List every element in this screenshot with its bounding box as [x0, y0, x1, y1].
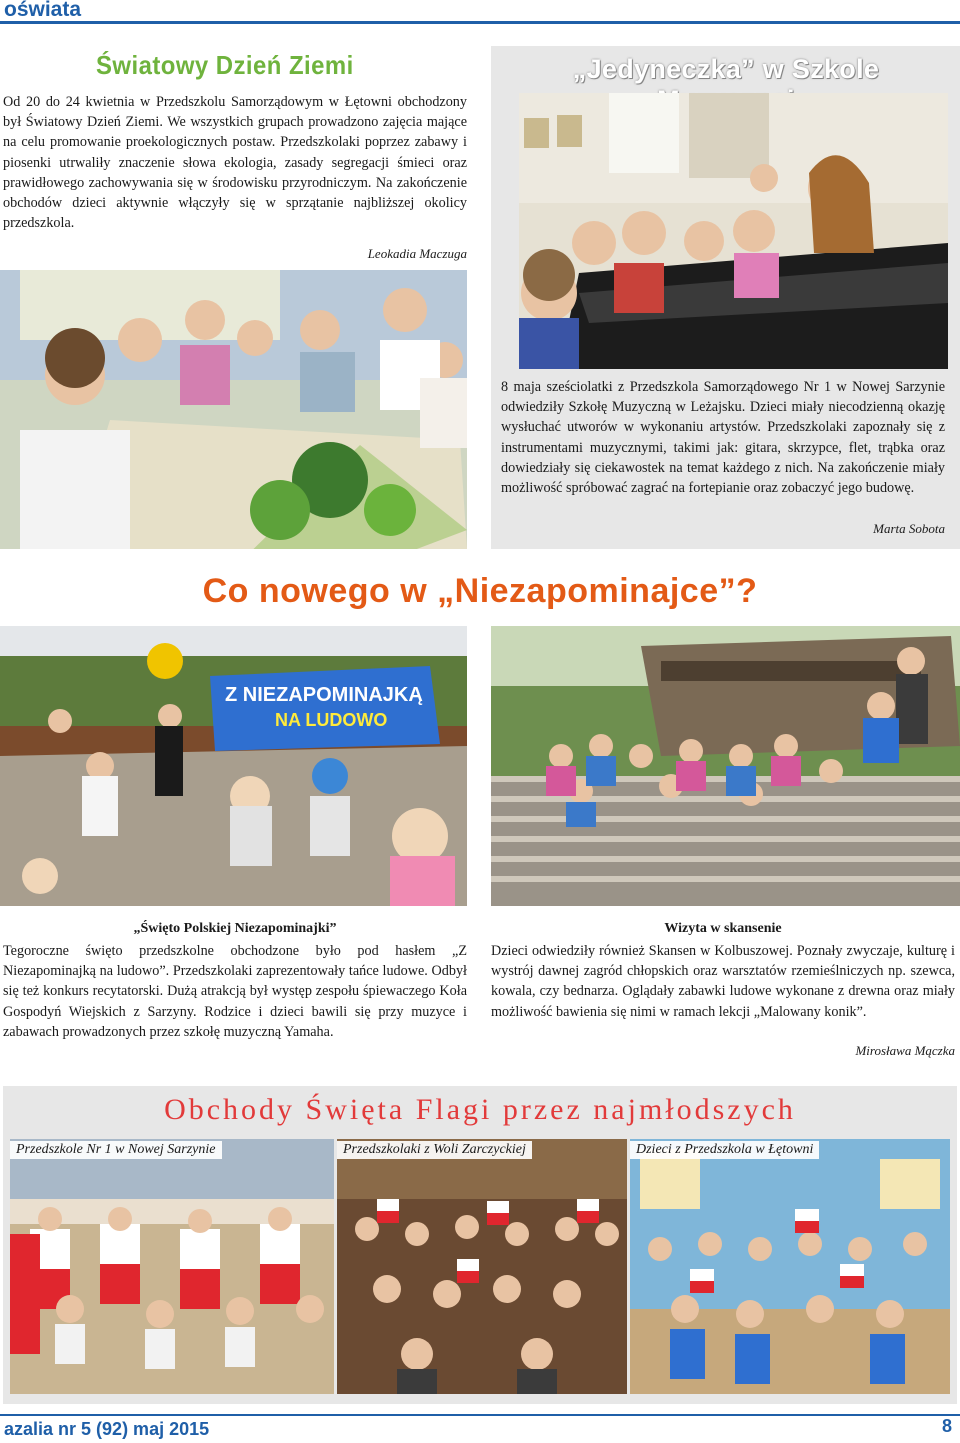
folk-festival-photo — [0, 626, 467, 906]
flag-caption-1: Przedszkole Nr 1 w Nowej Sarzynie — [10, 1141, 222, 1159]
earth-day-text: Od 20 do 24 kwietnia w Przedszkolu Samorządowym w Łętowni obchodzony był Światowy Dzień Ziemi. We wszystkich grupach prowadzono zajęcia mające na celu promowanie proekologicznych postaw. Przedszkolaki poprzez zabawy i piosenki utrwaliły znaczenie słowa ekologia, zasady segregacji śmieci oraz prawidłowego zachowywania się w środowisku przyrodniczym. Na zakończenie obchodów dzieci aktywnie włączyły się w sprzątanie najbliższej okolicy przedszkola. — [3, 94, 467, 232]
earth-day-title: Światowy Dzień Ziemi — [96, 50, 354, 80]
footer-issue: azalia nr 5 (92) maj 2015 — [4, 1419, 210, 1439]
skansen-photo — [491, 626, 960, 906]
earth-day-author: Leokadia Maczuga — [367, 246, 467, 261]
skansen-heading: Wizyta w skansenie — [664, 921, 782, 936]
niezapominajka-title: Co nowego w „Niezapominajce”? — [202, 572, 758, 610]
music-school-photo — [519, 93, 948, 369]
section-label: oświata — [4, 0, 82, 21]
flag-photo-wola-zarczycka — [337, 1139, 627, 1394]
folk-festival-text: Tegoroczne święto przedszkolne obchodzone było pod hasłem „Z Niezapominajką na ludowo”. Przedszkolaki zaprezentowały tańce ludowe. Odbył się też konkurs recytatorski. Dużą atrakcją był występ zespołu śpiewaczego Koła Gospodyń Wiejskich z Sarzyny. Rodzice i dzieci bawili się przy muzyce i zabawach prowadzonych przez szkołę muzyczną Yamaha. — [3, 943, 467, 1040]
flag-caption-2: Przedszkolaki z Woli Zarczyckiej — [337, 1141, 532, 1159]
niezapominajka-author: Mirosława Mączka — [855, 1043, 955, 1058]
footer-rule — [0, 1414, 960, 1416]
music-school-title: „Jedyneczka” w Szkole — [572, 54, 880, 84]
page-number: 8 — [941, 1416, 952, 1436]
banner-line-2: NA LUDOWO — [275, 710, 388, 730]
folk-festival-heading: „Święto Polskiej Niezapominajki” — [133, 921, 337, 936]
flag-photo-letownia — [630, 1139, 950, 1394]
music-school-author: Marta Sobota — [873, 521, 945, 536]
section-header-bar — [0, 0, 960, 24]
skansen-text: Dzieci odwiedziły również Skansen w Kolbuszowej. Poznały zwyczaje, kulturę i wystrój dawnej zagród chłopskich oraz warsztatów rzemieślniczych np. szewca, kowala, czy bednarza. Oglądały zabawki ludowe wykonane z drewna oraz miały możliwość bawienia się nimi w ramach lekcji „Malowany konik”. — [491, 943, 955, 1020]
flag-photo-nowa-sarzyna — [10, 1139, 334, 1394]
music-school-text: 8 maja sześciolatki z Przedszkola Samorządowego Nr 1 w Nowej Sarzynie odwiedziły Szkołę Muzyczną w Leżajsku. Dzieci miały niecodzienną okazję wysłuchać utworów w wykonaniu artystów. Przedszkolaki zapoznały się z instrumentami muzycznymi, takimi jak: gitara, skrzypce, flet, trąbka oraz dowiedziały się ciekawostek na temat każdego z nich. Na zakończenie miały możliwość spróbować zagrać na fortepianie oraz zobaczyć jego budowę. — [501, 379, 945, 497]
flag-day-title: Obchody Święta Flagi przez najmłodszych — [164, 1093, 796, 1126]
earth-day-photo — [0, 270, 467, 549]
flag-caption-3: Dzieci z Przedszkola w Łętowni — [630, 1141, 819, 1159]
banner-line-1: Z NIEZAPOMINAJKĄ — [225, 684, 423, 706]
